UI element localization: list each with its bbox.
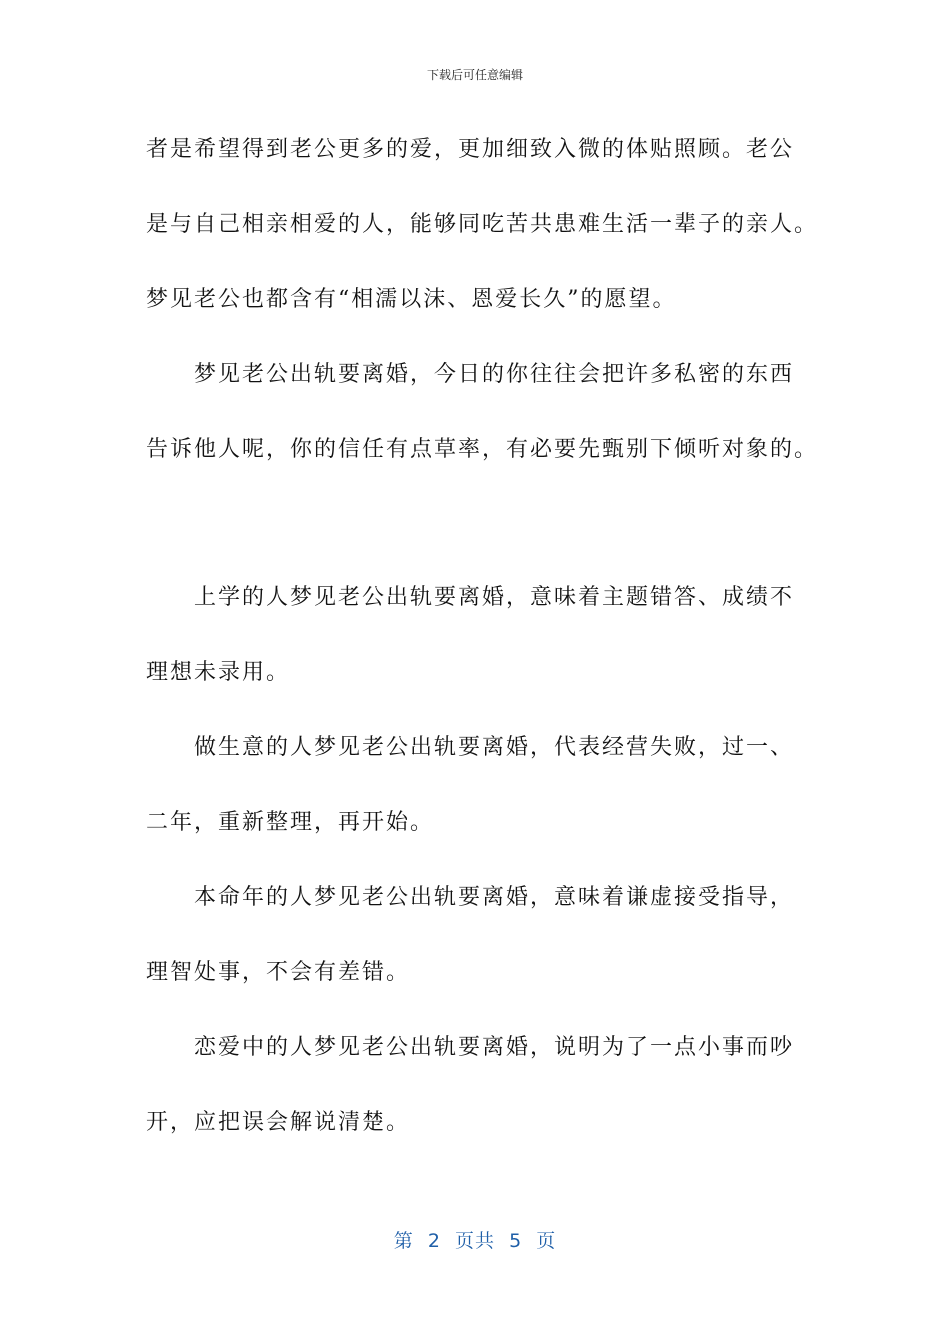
- text-line: 理想未录用。: [146, 660, 291, 685]
- page-header: 下载后可任意编辑: [426, 68, 523, 82]
- text-line: 上学的人梦见老公出轨要离婚，意味着主题错答、成绩不: [146, 585, 795, 610]
- text-line: 者是希望得到老公更多的爱，更加细致入微的体贴照顾。老公: [146, 137, 795, 162]
- text-line: 本命年的人梦见老公出轨要离婚，意味着谦虚接受指导，: [146, 885, 795, 910]
- text-line: 做生意的人梦见老公出轨要离婚，代表经营失败，过一、: [146, 735, 795, 760]
- page-number-footer: 第 2 页共 5 页: [393, 1230, 557, 1252]
- text-line: 告诉他人呢，你的信任有点草率，有必要先甄别下倾听对象的。: [146, 437, 819, 462]
- text-line: 开，应把误会解说清楚。: [146, 1110, 411, 1135]
- text-line: 是与自己相亲相爱的人，能够同吃苦共患难生活一辈子的亲人。: [146, 212, 819, 237]
- text-line: 理智处事，不会有差错。: [146, 960, 411, 985]
- text-line: 梦见老公出轨要离婚，今日的你往往会把许多私密的东西: [146, 362, 795, 387]
- text-line: 二年，重新整理，再开始。: [146, 810, 435, 835]
- text-line: 梦见老公也都含有“相濡以沫、恩爱长久”的愿望。: [146, 287, 677, 312]
- text-line: 恋爱中的人梦见老公出轨要离婚，说明为了一点小事而吵: [146, 1035, 795, 1060]
